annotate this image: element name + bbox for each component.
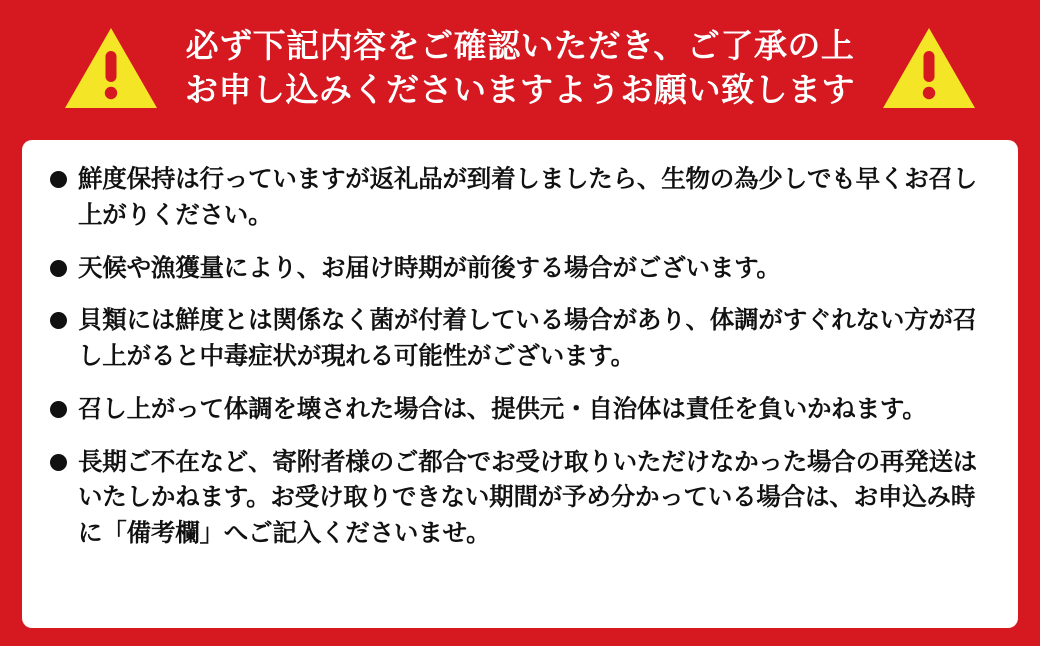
bullet-icon [50,171,67,188]
notice-list [48,162,992,552]
warning-triangle-icon [881,25,977,111]
list-item [48,303,992,375]
bullet-icon [50,260,67,277]
bullet-icon [50,401,67,418]
list-item [48,251,992,287]
bullet-icon [50,454,67,471]
list-item [48,392,992,428]
page-title-line-2: お申し込みくださいますようお願い致します [185,71,855,108]
poster-header [0,0,1040,130]
warning-triangle-icon [63,25,159,111]
list-item [48,445,992,552]
list-item [48,162,992,234]
notice-text: 天候や漁獲量により、お届け時期が前後する場合がございます。 [78,254,781,282]
page-title [185,24,855,112]
notice-text: 召し上がって体調を壊された場合は、提供元・自治体は責任を負いかねます。 [78,395,927,423]
page-title-line-1: 必ず下記内容をご確認いただき、ご了承の上 [185,26,855,64]
notice-text: 鮮度保持は行っていますが返礼品が到着しましたら、生物の為少しでも早くお召し上がりください。 [78,166,978,229]
bullet-icon [50,312,67,329]
notice-text: 貝類には鮮度とは関係なく菌が付着している場合があり、体調がすぐれない方が召し上がると中毒症状が現れる可能性がございます。 [78,307,978,371]
notice-card [22,140,1018,628]
notice-text: 長期ご不在など、寄附者様のご都合でお受け取りいただけなかった場合の再発送はいたしかねます。お受け取りできない期間が予め分かっている場合は、お申込み時に「備考欄」へご記入くださいませ。 [78,448,978,548]
